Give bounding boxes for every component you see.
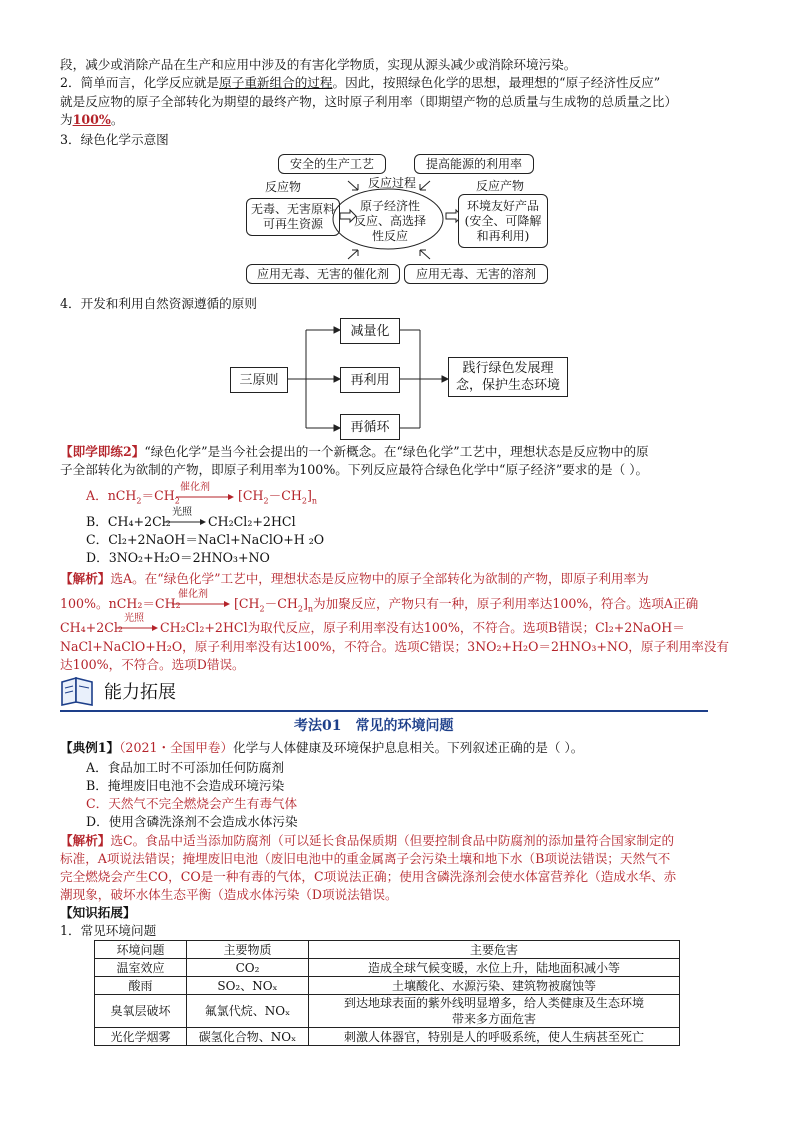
- table-row: [95, 995, 680, 1028]
- catalyst-box: 应用无毒、无害的催化剂: [246, 264, 400, 284]
- knowledge-sub: 1．常见环境问题: [60, 923, 157, 938]
- practice-answer-line4: NaCl+NaClO+H₂O，原子利用率没有达100%，不符合。选项C错误；3NO₂+H₂O＝2HNO₃+NO，原子利用率没有: [60, 639, 730, 654]
- three-principles-box: 三原则: [230, 367, 288, 393]
- method-title: 考法01 常见的环境问题: [294, 718, 454, 734]
- atom-economy-ellipse: 原子经济性 反应、高选择 性反应: [353, 199, 426, 243]
- knowledge-tag: 【知识拓展】: [60, 905, 136, 920]
- reaction-arrow-a: [176, 492, 236, 502]
- table-header-row: [95, 941, 680, 959]
- example-option-a: A．食品加工时不可添加任何防腐剂: [86, 760, 285, 775]
- solvent-box: 应用无毒、无害的溶剂: [404, 264, 548, 284]
- principles-title: 4．开发和利用自然资源遵循的原则: [60, 296, 257, 311]
- example-stem: 【典例1】（2021・全国甲卷）化学与人体健康及环境保护息息相关。下列叙述正确的是（ ）。: [60, 740, 584, 755]
- table-cell: 刺激人体器官，特别是人的呼吸系统，使人生病甚至死亡: [309, 1028, 680, 1046]
- example-answer-line1: 【解析】选C。食品中适当添加防腐剂（可以延长食品保质期（但要控制食品中防腐剂的添加量符合国家制定的: [60, 833, 675, 848]
- example-answer-line4: 潮现象，破坏水体生态平衡（造成水体污染（D项说法错误。: [60, 887, 398, 902]
- table-cell: 温室效应: [95, 959, 187, 977]
- product-label: 反应产物: [476, 179, 525, 193]
- process-label: 反应过程: [368, 176, 417, 190]
- book-icon: [60, 676, 96, 706]
- reaction-arrow-b: [164, 517, 208, 527]
- example-option-d: D．使用含磷洗涤剂不会造成水体污染: [86, 814, 298, 829]
- friendly-product-box: 环境友好产品 (安全、可降解 和再利用): [458, 194, 548, 248]
- table-cell: 碳氢化合物、NOₓ: [187, 1028, 309, 1046]
- practice-answer-line2-pre: 100%。nCH₂＝CH₂: [60, 596, 181, 611]
- catalyst-condition-a: 催化剂: [180, 482, 210, 493]
- table-header-cell: 主要物质: [187, 941, 309, 959]
- example-source: （2021・全国甲卷）: [119, 740, 234, 755]
- practice-answer-line3: CH₂Cl₂+2HCl为取代反应，原子利用率没有达100%，不符合。选项B错误；Cl₂+2NaOH＝: [160, 620, 685, 635]
- intro-line1: 段，减少或消除产品在生产和应用中涉及的有害化学物质，实现从源头减少或消除环境污染。: [60, 57, 577, 72]
- light-condition-ans: 光照: [124, 613, 144, 624]
- recycle-box: 再循环: [340, 414, 400, 440]
- catalyst-condition-ans: 催化剂: [178, 589, 208, 600]
- practice-option-d: D．3NO₂+H₂O＝2HNO₃+NO: [86, 550, 270, 565]
- practice-option-b: B．CH₄+2Cl₂: [86, 514, 171, 529]
- practice-option-a-product: $[CH_2-CH_2]_n$: [238, 488, 318, 506]
- table-cell: SO₂、NOₓ: [187, 977, 309, 995]
- practice-stem-line2: 子全部转化为欲制的产物，即原子利用率为100%。下列反应最符合绿色化学中“原子经济”要求的是（ ）。: [60, 462, 649, 477]
- table-row: [95, 977, 680, 995]
- intro-p3: 3．绿色化学示意图: [60, 132, 169, 147]
- practice-stem-line1: 【即学即练2】“绿色化学”是当今社会提出的一个新概念。在“绿色化学”工艺中，理想状态是反应物中的原: [60, 444, 649, 459]
- safe-process-box: 安全的生产工艺: [278, 154, 386, 174]
- table-cell: 臭氧层破坏: [95, 995, 187, 1028]
- table-cell: 氟氯代烷、NOₓ: [187, 995, 309, 1028]
- practice-tag: 【即学即练2】: [60, 444, 145, 459]
- table-cell: 酸雨: [95, 977, 187, 995]
- table-header-cell: 环境问题: [95, 941, 187, 959]
- reactant-label: 反应物: [265, 180, 302, 194]
- environment-table: [94, 940, 680, 1046]
- table-cell: 土壤酸化、水源污染、建筑物被腐蚀等: [309, 977, 680, 995]
- table-cell: 光化学烟雾: [95, 1028, 187, 1046]
- reaction-arrow-ans-b: [116, 623, 160, 633]
- atom-recombination-emphasis: 原子重新组合的过程: [219, 75, 333, 90]
- example-tag: 【典例1】: [60, 740, 120, 755]
- section-banner-title: 能力拓展: [104, 682, 176, 703]
- raw-material-box: 无毒、无害原料 可再生资源: [246, 198, 340, 236]
- table-cell: 到达地球表面的紫外线明显增多，给人类健康及生态环境 带来多方面危害: [309, 995, 680, 1028]
- reduce-box: 减量化: [340, 318, 400, 344]
- table-cell: CO₂: [187, 959, 309, 977]
- intro-p2-line1: 2．简单而言，化学反应就是原子重新组合的过程。因此，按照绿色化学的思想，最理想的“原子经济性反应”: [60, 75, 661, 90]
- example-answer-line3: 完全燃烧会产生CO，CO是一种有毒的气体，C项说法正确；使用含磷洗涤剂会使水体富营养化（造成水华、赤: [60, 869, 677, 884]
- practice-answer-line3-pre: CH₄+2Cl₂: [60, 620, 123, 635]
- intro-p2-line2: 就是反应物的原子全部转化为期望的最终产物，这时原子利用率（即期望产物的总质量与生成物的总质量之比）: [60, 94, 678, 109]
- practice-option-b-product: CH₂Cl₂+2HCl: [208, 514, 296, 529]
- table-header-cell: 主要危害: [309, 941, 680, 959]
- example-option-b: B．掩埋废旧电池不会造成环境污染: [86, 778, 285, 793]
- table-cell: 造成全球气候变暖，水位上升，陆地面积减小等: [309, 959, 680, 977]
- practice-option-a: A．$nCH_2=CH_2$: [86, 488, 180, 506]
- table-row: [95, 1028, 680, 1046]
- light-condition-b: 光照: [172, 507, 192, 518]
- section-divider: [60, 710, 708, 712]
- practice-answer-line1: 【解析】选A。在“绿色化学”工艺中，理想状态是反应物中的原子全部转化为欲制的产物，即原子利用率为: [60, 571, 649, 586]
- practice-answer-line2: $[CH_2-CH_2]_n$为加聚反应，产物只有一种，原子利用率达100%，符合。选项A正确: [234, 596, 699, 614]
- atom-utilization-rate: 100%: [72, 112, 111, 127]
- example-option-c: C．天然气不完全燃烧会产生有毒气体: [86, 796, 298, 811]
- practice-option-c: C．Cl₂+2NaOH＝NaCl+NaClO+H ₂O: [86, 532, 325, 547]
- intro-p2-line3: 为100%。: [60, 112, 124, 127]
- reuse-box: 再利用: [340, 367, 400, 393]
- table-row: [95, 959, 680, 977]
- green-development-box: 践行绿色发展理 念，保护生态环境: [448, 357, 568, 397]
- reaction-arrow-ans: [172, 599, 232, 609]
- example-answer-line2: 标准，A项说法错误；掩埋废旧电池（废旧电池中的重金属离子会污染土壤和地下水（B项说法错误；天然气不: [60, 851, 671, 866]
- practice-answer-line5: 达100%，不符合。选项D错误。: [60, 657, 245, 672]
- energy-efficiency-box: 提高能源的利用率: [414, 154, 534, 174]
